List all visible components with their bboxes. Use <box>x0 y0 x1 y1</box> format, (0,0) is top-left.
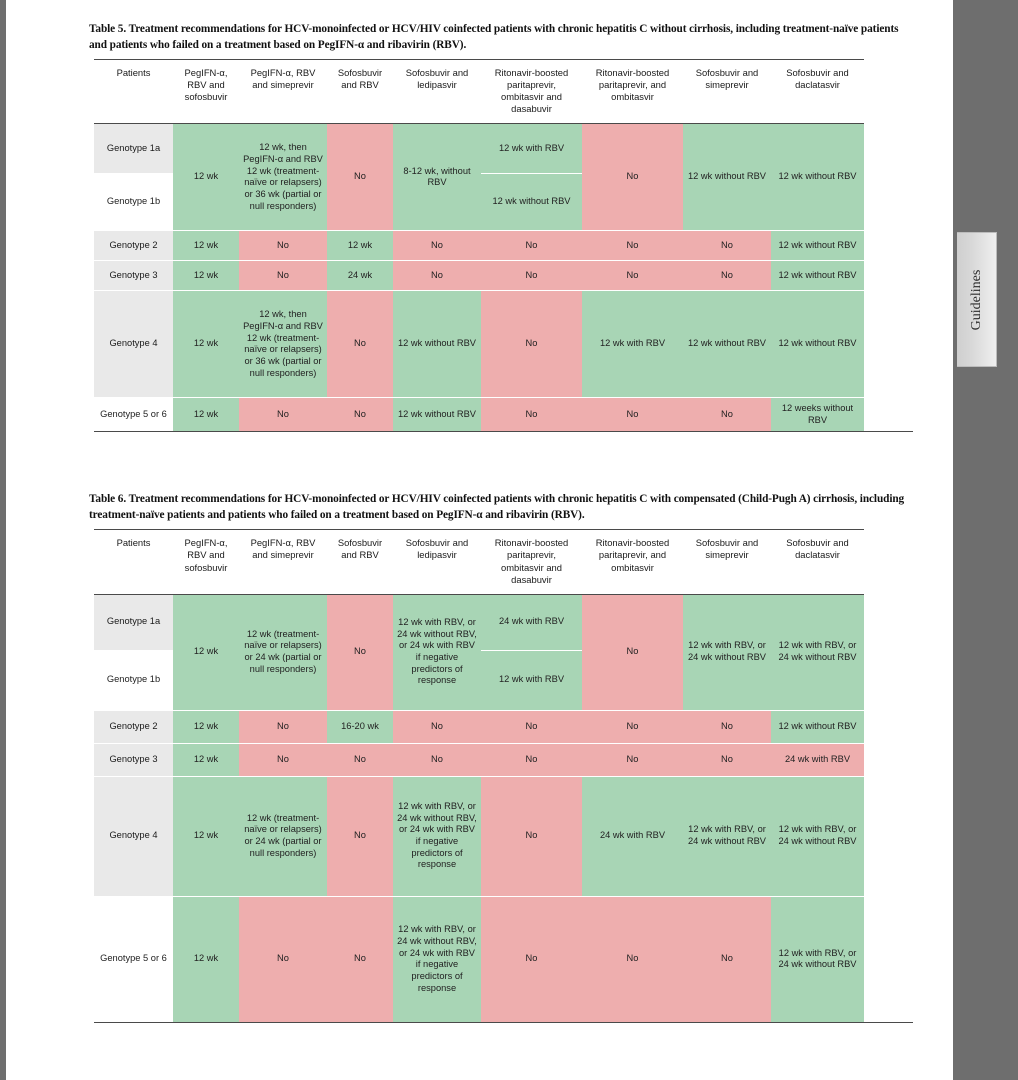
table5-row-label-g3: Genotype 3 <box>94 261 173 291</box>
table5-cell-g2-2d: No <box>582 231 683 261</box>
table5-cell-g56-simeprevir: No <box>239 398 327 432</box>
table6-cell-g4-sofosbuvir-rbv: No <box>327 776 393 896</box>
table-row <box>94 291 864 398</box>
table5-row-label-g4: Genotype 4 <box>94 291 173 398</box>
table6-col-patients: Patients <box>94 530 173 594</box>
table5-row-label-g1b: Genotype 1b <box>94 174 173 231</box>
table5-cell-g1-sofosbuvir-daclatasvir: 12 wk without RBV <box>771 124 864 231</box>
table6-row-label-g1a: Genotype 1a <box>94 594 173 650</box>
table-row <box>94 231 864 261</box>
table5-col-sofosbuvir-daclatasvir: Sofosbuvir and daclatasvir <box>771 60 864 124</box>
table5-cell-g3-2d: No <box>582 261 683 291</box>
table-row <box>94 896 864 1022</box>
table5-cell-g2-sofosbuvir-simeprevir: No <box>683 231 771 261</box>
table5-cell-g4-ledipasvir: 12 wk without RBV <box>393 291 481 398</box>
table6-cell-g1a-3d: 24 wk with RBV <box>481 594 582 650</box>
table6 <box>94 529 864 1022</box>
table-row <box>94 261 864 291</box>
table6-wrapper <box>89 529 913 1022</box>
table5-cell-g56-sofosbuvir-rbv: No <box>327 398 393 432</box>
table5-cell-g3-sofosbuvir: 12 wk <box>173 261 239 291</box>
table6-col-3d-regimen: Ritonavir-boosted paritaprevir, ombitasvir and dasabuvir <box>481 530 582 594</box>
table6-cell-g56-3d: No <box>481 896 582 1022</box>
table6-row-label-g4: Genotype 4 <box>94 776 173 896</box>
table6-cell-g1-ledipasvir: 12 wk with RBV, or 24 wk without RBV, or 24 wk with RBV if negative predictors of response <box>393 594 481 710</box>
table6-col-sofosbuvir-simeprevir: Sofosbuvir and simeprevir <box>683 530 771 594</box>
table5-cell-g4-sofosbuvir-simeprevir: 12 wk without RBV <box>683 291 771 398</box>
table-row <box>94 710 864 743</box>
table6-col-sofosbuvir-daclatasvir: Sofosbuvir and daclatasvir <box>771 530 864 594</box>
table6-cell-g56-simeprevir: No <box>239 896 327 1022</box>
table5-cell-g56-sofosbuvir-daclatasvir: 12 weeks without RBV <box>771 398 864 432</box>
table6-cell-g3-sofosbuvir: 12 wk <box>173 743 239 776</box>
table6-cell-g4-ledipasvir: 12 wk with RBV, or 24 wk without RBV, or 24 wk with RBV if negative predictors of response <box>393 776 481 896</box>
table6-cell-g1b-3d: 12 wk with RBV <box>481 650 582 710</box>
table6-col-sofosbuvir-ledipasvir: Sofosbuvir and ledipasvir <box>393 530 481 594</box>
table5-cell-g1-sofosbuvir-simeprevir: 12 wk without RBV <box>683 124 771 231</box>
table6-cell-g2-sofosbuvir-rbv: 16-20 wk <box>327 710 393 743</box>
table5-cell-g56-ledipasvir: 12 wk without RBV <box>393 398 481 432</box>
table5-col-2d-regimen: Ritonavir-boosted paritaprevir, and ombitasvir <box>582 60 683 124</box>
table6-cell-g56-sofosbuvir: 12 wk <box>173 896 239 1022</box>
table6-cell-g3-3d: No <box>481 743 582 776</box>
table5-cell-g1-ledipasvir: 8-12 wk, without RBV <box>393 124 481 231</box>
table6-cell-g2-sofosbuvir-daclatasvir: 12 wk without RBV <box>771 710 864 743</box>
table5-cell-g4-sofosbuvir-rbv: No <box>327 291 393 398</box>
table6-cell-g4-sofosbuvir-daclatasvir: 12 wk with RBV, or 24 wk without RBV <box>771 776 864 896</box>
table6-col-sofosbuvir-rbv: Sofosbuvir and RBV <box>327 530 393 594</box>
table6-cell-g1-simeprevir: 12 wk (treatment-naïve or relapsers) or 24 wk (partial or null responders) <box>239 594 327 710</box>
table5-cell-g1-2d: No <box>582 124 683 231</box>
table5-cell-g56-sofosbuvir: 12 wk <box>173 398 239 432</box>
table6-cell-g1-2d: No <box>582 594 683 710</box>
table6-cell-g4-simeprevir: 12 wk (treatment-naïve or relapsers) or 24 wk (partial or null responders) <box>239 776 327 896</box>
table6-cell-g2-ledipasvir: No <box>393 710 481 743</box>
table6-caption <box>89 492 913 523</box>
table5-cell-g2-ledipasvir: No <box>393 231 481 261</box>
table5-cell-g4-3d: No <box>481 291 582 398</box>
table5-cell-g2-sofosbuvir-rbv: 12 wk <box>327 231 393 261</box>
table6-cell-g3-2d: No <box>582 743 683 776</box>
table5-header-row <box>94 60 864 124</box>
table6-cell-g4-sofosbuvir: 12 wk <box>173 776 239 896</box>
table5-col-sofosbuvir-rbv: Sofosbuvir and RBV <box>327 60 393 124</box>
table5-cell-g56-sofosbuvir-simeprevir: No <box>683 398 771 432</box>
table6-cell-g56-2d: No <box>582 896 683 1022</box>
table6-cell-g1-sofosbuvir: 12 wk <box>173 594 239 710</box>
table5-col-pegifn-rbv-simeprevir: PegIFN-α, RBV and simeprevir <box>239 60 327 124</box>
table5-cell-g3-sofosbuvir-simeprevir: No <box>683 261 771 291</box>
table5-cell-g1-sofosbuvir-rbv: No <box>327 124 393 231</box>
table5-cell-g4-sofosbuvir-daclatasvir: 12 wk without RBV <box>771 291 864 398</box>
table6-header-row <box>94 530 864 594</box>
table5-caption-label: Table 5. <box>89 23 127 35</box>
table5-cell-g2-sofosbuvir-daclatasvir: 12 wk without RBV <box>771 231 864 261</box>
table6-cell-g2-2d: No <box>582 710 683 743</box>
table5 <box>94 59 864 432</box>
table5-cell-g1a-3d: 12 wk with RBV <box>481 124 582 174</box>
table6-cell-g1-sofosbuvir-daclatasvir: 12 wk with RBV, or 24 wk without RBV <box>771 594 864 710</box>
table6-cell-g3-sofosbuvir-simeprevir: No <box>683 743 771 776</box>
table6-col-pegifn-rbv-sofosbuvir: PegIFN-α, RBV and sofosbuvir <box>173 530 239 594</box>
table5-cell-g1-simeprevir: 12 wk, then PegIFN-α and RBV 12 wk (treatment-naïve or relapsers) or 36 wk (partial or null responders) <box>239 124 327 231</box>
table5-cell-g56-2d: No <box>582 398 683 432</box>
table6-cell-g2-simeprevir: No <box>239 710 327 743</box>
table5-cell-g2-sofosbuvir: 12 wk <box>173 231 239 261</box>
table5-cell-g3-sofosbuvir-daclatasvir: 12 wk without RBV <box>771 261 864 291</box>
table6-cell-g4-2d: 24 wk with RBV <box>582 776 683 896</box>
table6-col-pegifn-rbv-simeprevir: PegIFN-α, RBV and simeprevir <box>239 530 327 594</box>
table5-cell-g1b-3d: 12 wk without RBV <box>481 174 582 231</box>
table5-row-label-g56: Genotype 5 or 6 <box>94 398 173 432</box>
table6-col-2d-regimen: Ritonavir-boosted paritaprevir, and ombitasvir <box>582 530 683 594</box>
table6-row-label-g1b: Genotype 1b <box>94 650 173 710</box>
table5-col-sofosbuvir-ledipasvir: Sofosbuvir and ledipasvir <box>393 60 481 124</box>
table6-cell-g56-ledipasvir: 12 wk with RBV, or 24 wk without RBV, or 24 wk with RBV if negative predictors of response <box>393 896 481 1022</box>
table-row <box>94 124 864 174</box>
table5-col-3d-regimen: Ritonavir-boosted paritaprevir, ombitasvir and dasabuvir <box>481 60 582 124</box>
table5-col-sofosbuvir-simeprevir: Sofosbuvir and simeprevir <box>683 60 771 124</box>
table-row <box>94 594 864 650</box>
table6-cell-g56-sofosbuvir-simeprevir: No <box>683 896 771 1022</box>
sidebar-tab-guidelines[interactable] <box>957 232 997 367</box>
table5-caption-text: Treatment recommendations for HCV-monoinfected or HCV/HIV coinfected patients with chronic hepatitis C without cirrhosis, including treatment-naïve patients and patients who failed on a treatment based on PegIFN-α and ribavirin (RBV). <box>89 23 899 51</box>
table5-cell-g3-sofosbuvir-rbv: 24 wk <box>327 261 393 291</box>
table5-cell-g4-sofosbuvir: 12 wk <box>173 291 239 398</box>
table5-cell-g56-3d: No <box>481 398 582 432</box>
table5-row-label-g2: Genotype 2 <box>94 231 173 261</box>
table5-cell-g3-3d: No <box>481 261 582 291</box>
table6-cell-g56-sofosbuvir-daclatasvir: 12 wk with RBV, or 24 wk without RBV <box>771 896 864 1022</box>
document-page <box>6 0 953 1080</box>
table5-caption <box>89 22 913 53</box>
table6-cell-g2-3d: No <box>481 710 582 743</box>
table6-cell-g3-ledipasvir: No <box>393 743 481 776</box>
table5-cell-g1-sofosbuvir: 12 wk <box>173 124 239 231</box>
table6-cell-g3-simeprevir: No <box>239 743 327 776</box>
table6-cell-g2-sofosbuvir-simeprevir: No <box>683 710 771 743</box>
table6-cell-g1-sofosbuvir-simeprevir: 12 wk with RBV, or 24 wk without RBV <box>683 594 771 710</box>
table6-caption-text: Treatment recommendations for HCV-monoinfected or HCV/HIV coinfected patients with chronic hepatitis C with compensated (Child-Pugh A) cirrhosis, including treatment-naïve patients and patients who failed on a treatment based on PegIFN-α and ribavirin (RBV). <box>89 493 905 521</box>
table5-wrapper <box>89 59 913 432</box>
table5-cell-g3-simeprevir: No <box>239 261 327 291</box>
table6-cell-g56-sofosbuvir-rbv: No <box>327 896 393 1022</box>
table-row <box>94 398 864 432</box>
table6-row-label-g3: Genotype 3 <box>94 743 173 776</box>
table6-caption-label: Table 6. <box>89 493 127 506</box>
table-row <box>94 776 864 896</box>
table6-cell-g3-sofosbuvir-rbv: No <box>327 743 393 776</box>
table5-cell-g4-simeprevir: 12 wk, then PegIFN-α and RBV 12 wk (treatment-naïve or relapsers) or 36 wk (partial or null responders) <box>239 291 327 398</box>
table6-row-label-g56: Genotype 5 or 6 <box>94 896 173 1022</box>
table5-cell-g2-simeprevir: No <box>239 231 327 261</box>
table5-cell-g2-3d: No <box>481 231 582 261</box>
table6-cell-g4-3d: No <box>481 776 582 896</box>
sidebar-tab-guidelines-label: Guidelines <box>968 269 984 330</box>
table5-col-patients: Patients <box>94 60 173 124</box>
table6-cell-g2-sofosbuvir: 12 wk <box>173 710 239 743</box>
table5-cell-g4-2d: 12 wk with RBV <box>582 291 683 398</box>
table6-cell-g3-sofosbuvir-daclatasvir: 24 wk with RBV <box>771 743 864 776</box>
table6-cell-g1-sofosbuvir-rbv: No <box>327 594 393 710</box>
table5-col-pegifn-rbv-sofosbuvir: PegIFN-α, RBV and sofosbuvir <box>173 60 239 124</box>
table-row <box>94 743 864 776</box>
table5-row-label-g1a: Genotype 1a <box>94 124 173 174</box>
table6-row-label-g2: Genotype 2 <box>94 710 173 743</box>
table6-cell-g4-sofosbuvir-simeprevir: 12 wk with RBV, or 24 wk without RBV <box>683 776 771 896</box>
table5-cell-g3-ledipasvir: No <box>393 261 481 291</box>
